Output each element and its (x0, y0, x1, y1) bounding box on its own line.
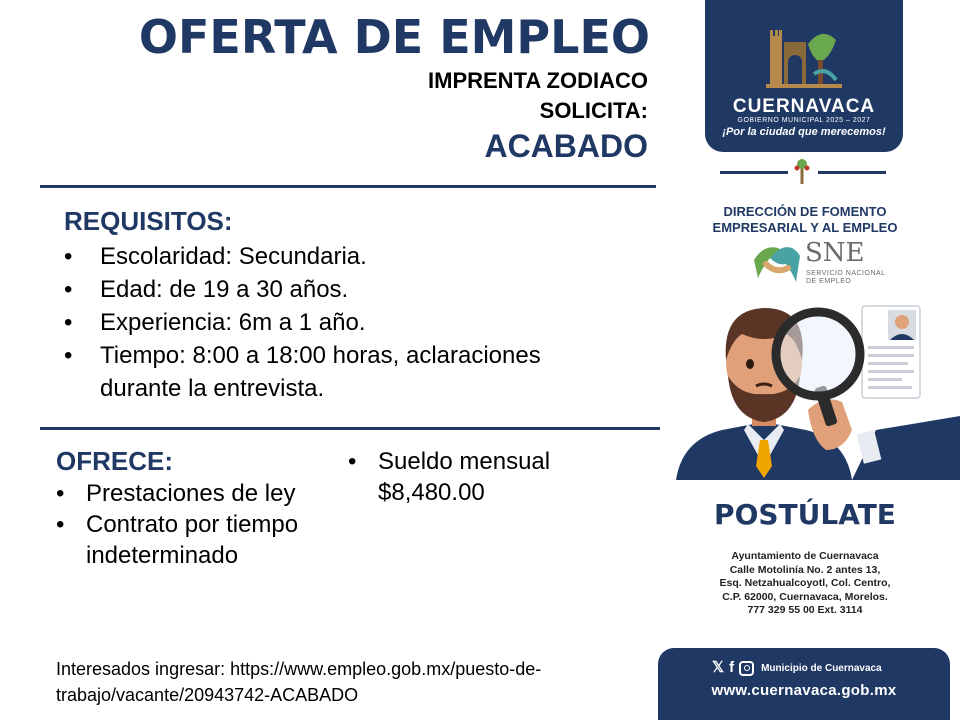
decor-line-right (818, 171, 886, 174)
government-term: GOBIERNO MUNICIPAL 2025 – 2027 (737, 117, 871, 124)
tree-ornament-icon (794, 158, 810, 186)
sne-subtitle-line2: DE EMPLEO (806, 278, 852, 285)
address-line: Calle Motolinía No. 2 antes 13, (729, 563, 881, 576)
ofrece-heading: OFRECE: (56, 446, 173, 476)
instagram-icon[interactable] (739, 661, 754, 676)
sne-subtitle-line1: SERVICIO NACIONAL (806, 270, 886, 277)
page-title: OFERTA DE EMPLEO (138, 10, 650, 64)
handshake-icon (752, 238, 802, 284)
company-name: IMPRENTA ZODIACO (428, 68, 648, 93)
city-name: CUERNAVACA (732, 96, 876, 117)
social-handle: Municipio de Cuernavaca (761, 662, 882, 674)
divider-bottom (40, 427, 660, 430)
recruiter-magnifying-glass-icon (676, 290, 960, 490)
address-line: C.P. 62000, Cuernavaca, Morelos. (722, 590, 888, 603)
social-row (712, 659, 882, 677)
salary-item: • Sueldo mensual $8,480.00 (344, 446, 604, 508)
list-item: • Tiempo: 8:00 a 18:00 horas, aclaraciones durante la entrevista. (60, 339, 620, 405)
list-item: • Prestaciones de ley (52, 478, 342, 509)
decor-line-left (720, 171, 788, 174)
salary-list (344, 446, 604, 508)
cuernavaca-coat-of-arms-icon (764, 22, 844, 94)
requisitos-list (60, 240, 620, 405)
position-title: ACABADO (484, 128, 648, 164)
ofrece-list (52, 478, 342, 571)
list-item: • Experiencia: 6m a 1 año. (60, 306, 620, 339)
sne-logo-text: SNE (805, 238, 865, 268)
x-icon[interactable]: 𝕏 (712, 659, 725, 676)
solicita-label: SOLICITA: (539, 98, 648, 123)
website-link[interactable]: www.cuernavaca.gob.mx (711, 682, 897, 699)
address-block (690, 550, 920, 618)
divider-top (40, 185, 656, 188)
list-item: • Escolaridad: Secundaria. (60, 240, 620, 273)
facebook-icon[interactable]: f (729, 659, 735, 676)
list-item: • Contrato por tiempo indeterminado (52, 509, 342, 571)
apply-link-text[interactable]: Interesados ingresar: https://www.empleo.gob.mx/puesto-de-trabajo/vacante/20943742-ACABADO (56, 659, 542, 705)
slogan: ¡Por la ciudad que merecemos! (722, 126, 886, 138)
department-name: DIRECCIÓN DE FOMENTO EMPRESARIAL Y AL EMPLEO (712, 204, 898, 235)
postulate-heading: POSTÚLATE (714, 498, 896, 531)
address-line: Esq. Netzahualcoyotl, Col. Centro, (719, 577, 891, 589)
list-item: • Edad: de 19 a 30 años. (60, 273, 620, 306)
sne-subtitle (806, 270, 886, 286)
phone-line: 777 329 55 00 Ext. 3114 (747, 604, 863, 616)
address-line: Ayuntamiento de Cuernavaca (731, 550, 879, 562)
requisitos-heading: REQUISITOS: (64, 206, 233, 236)
